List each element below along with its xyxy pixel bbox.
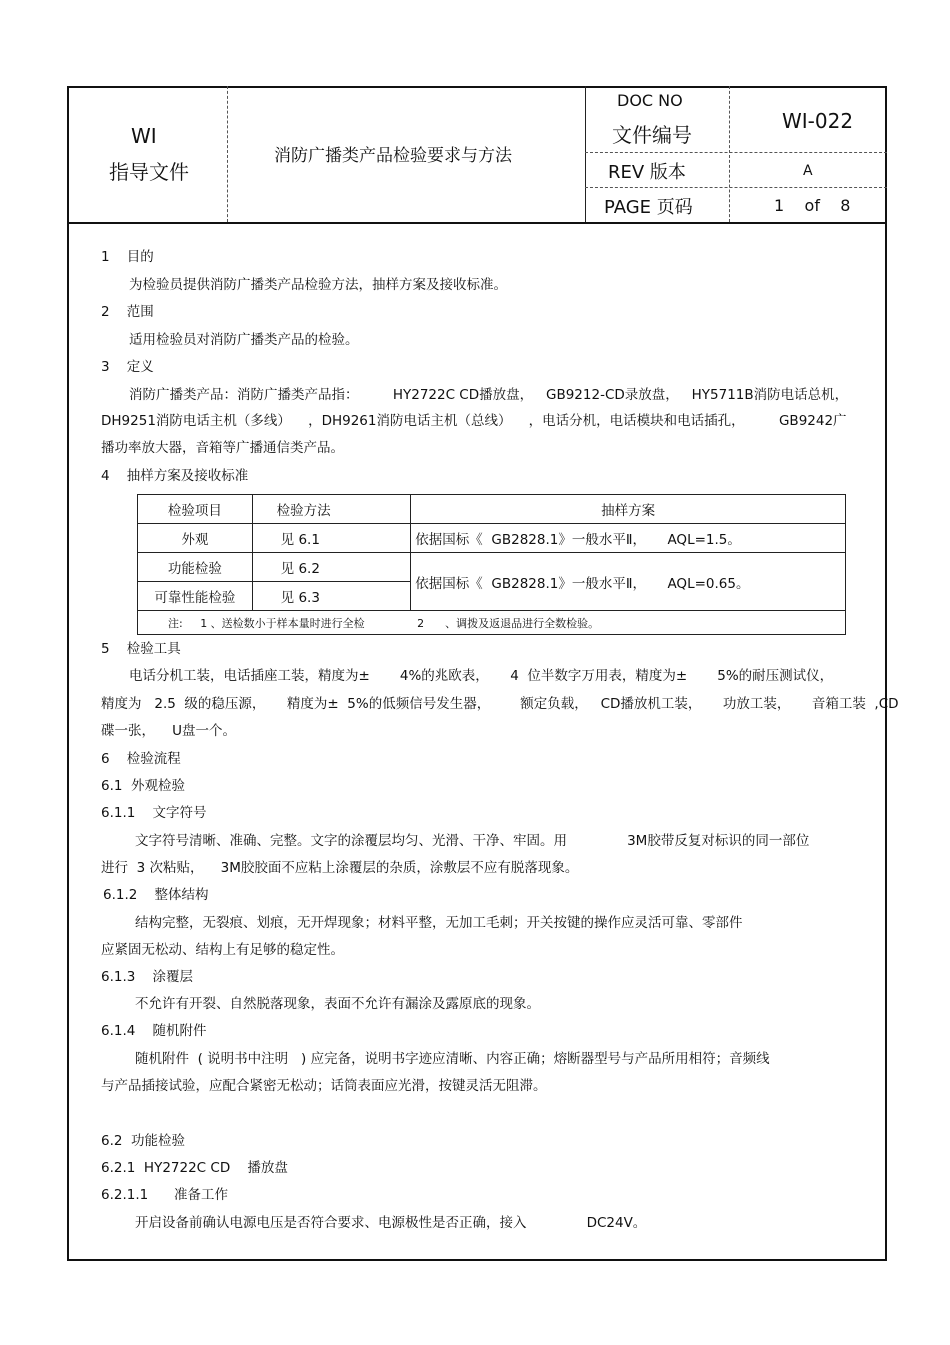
section-5-line-3: 碟一张， U盘一个。	[101, 723, 237, 739]
section-5-title: 5 检验工具	[101, 641, 181, 657]
table-row	[138, 524, 846, 553]
section-6-2-1-title: 6.2.1 HY2722C CD 播放盘	[101, 1160, 288, 1176]
section-6-1-1-line-1: 文字符号清晰、准确、完整。文字的涂覆层均匀、光滑、干净、牢固。用 3M胶带反复对标识的同一部位	[135, 833, 810, 849]
table-cell-plan: 依据国标《 GB2828.1》一般水平Ⅱ， AQL=1.5。	[411, 524, 846, 553]
table-cell-item: 可靠性能检验	[138, 582, 253, 611]
section-6-1-2-line-1: 结构完整，无裂痕、划痕，无开焊现象；材料平整，无加工毛刺；开关按键的操作应灵活可靠、零部件	[135, 915, 743, 931]
section-2-text: 适用检验员对消防广播类产品的检验。	[129, 332, 359, 348]
section-3-line-3: 播功率放大器，音箱等广播通信类产品。	[101, 440, 344, 456]
section-6-1-1-line-2: 进行 3 次粘贴， 3M胶胶面不应粘上涂覆层的杂质，涂敷层不应有脱落现象。	[101, 860, 579, 876]
table-cell-method: 见 6.3	[252, 582, 411, 611]
section-6-2-1-1-line-1: 开启设备前确认电源电压是否符合要求、电源极性是否正确，接入 DC24V。	[135, 1215, 647, 1231]
section-6-2-1-1-title: 6.2.1.1 准备工作	[101, 1187, 228, 1203]
section-3-line-2: DH9251消防电话主机（多线） ，DH9261消防电话主机（总线） ，电话分机，电话模块和电话插孔， GB9242广	[101, 413, 847, 429]
section-6-1-1-title: 6.1.1 文字符号	[101, 805, 207, 821]
section-3-title: 3 定义	[101, 359, 154, 375]
section-6-1-title: 6.1 外观检验	[101, 778, 186, 794]
rev-value: A	[803, 163, 813, 179]
section-1-title: 1 目的	[101, 249, 154, 265]
section-4-title: 4 抽样方案及接收标准	[101, 468, 249, 484]
doc-no-value: WI-022	[782, 109, 854, 133]
table-header-row	[138, 495, 846, 524]
doc-no-label-cn: 文件编号	[612, 123, 692, 147]
section-1-text: 为检验员提供消防广播类产品检验方法，抽样方案及接收标准。	[129, 277, 507, 293]
section-5-line-1: 电话分机工装，电话插座工装，精度为± 4%的兆欧表， 4 位半数字万用表，精度为± 5%的耐压测试仪，	[129, 668, 834, 684]
table-cell-item: 功能检验	[138, 553, 253, 582]
section-6-1-2-title: 6.1.2 整体结构	[103, 887, 209, 903]
page-label: PAGE 页码	[604, 197, 693, 218]
section-6-1-3-title: 6.1.3 涂覆层	[101, 969, 194, 985]
wi-label: WI	[131, 124, 157, 148]
page-value: 1 of 8	[774, 196, 851, 215]
table-note-row	[138, 611, 846, 635]
section-2-title: 2 范围	[101, 304, 154, 320]
section-6-1-2-line-2: 应紧固无松动、结构上有足够的稳定性。	[101, 942, 344, 958]
sampling-plan-table	[137, 494, 846, 635]
doc-no-label-en: DOC NO	[617, 91, 683, 110]
table-note: 注: 1 、送检数小于样本量时进行全检 2 、调拨及返退品进行全数检验。	[138, 611, 846, 635]
section-6-1-4-title: 6.1.4 随机附件	[101, 1023, 207, 1039]
rev-label: REV 版本	[608, 162, 686, 183]
table-header-cell: 检验方法	[252, 495, 411, 524]
section-5-line-2: 精度为 2.5 级的稳压源， 精度为± 5%的低频信号发生器， 额定负载， CD播放机工装， 功放工装， 音箱工装 ,CD	[101, 696, 899, 712]
document-title: 消防广播类产品检验要求与方法	[274, 146, 512, 166]
wi-subtitle: 指导文件	[109, 160, 189, 184]
section-6-title: 6 检验流程	[101, 751, 181, 767]
section-6-1-4-line-1: 随机附件 ( 说明书中注明 ) 应完备，说明书字迹应清晰、内容正确；熔断器型号与产品所用相符；音频线	[135, 1051, 770, 1067]
table-header-cell: 抽样方案	[411, 495, 846, 524]
table-cell-method: 见 6.1	[252, 524, 411, 553]
section-6-1-3-line-1: 不允许有开裂、自然脱落现象，表面不允许有漏涂及露原底的现象。	[135, 996, 540, 1012]
table-row	[138, 553, 846, 582]
section-3-line-1: 消防广播类产品：消防广播类产品指： HY2722C CD播放盘， GB9212-CD录放盘， HY5711B消防电话总机，	[129, 387, 849, 403]
document-header	[67, 86, 887, 223]
section-6-1-4-line-2: 与产品插接试验，应配合紧密无松动；话筒表面应光滑，按键灵活无阻滞。	[101, 1078, 547, 1094]
table-header-cell: 检验项目	[138, 495, 253, 524]
table-cell-plan: 依据国标《 GB2828.1》一般水平Ⅱ， AQL=0.65。	[411, 553, 846, 611]
section-6-2-title: 6.2 功能检验	[101, 1133, 186, 1149]
table-cell-item: 外观	[138, 524, 253, 553]
table-cell-method: 见 6.2	[252, 553, 411, 582]
